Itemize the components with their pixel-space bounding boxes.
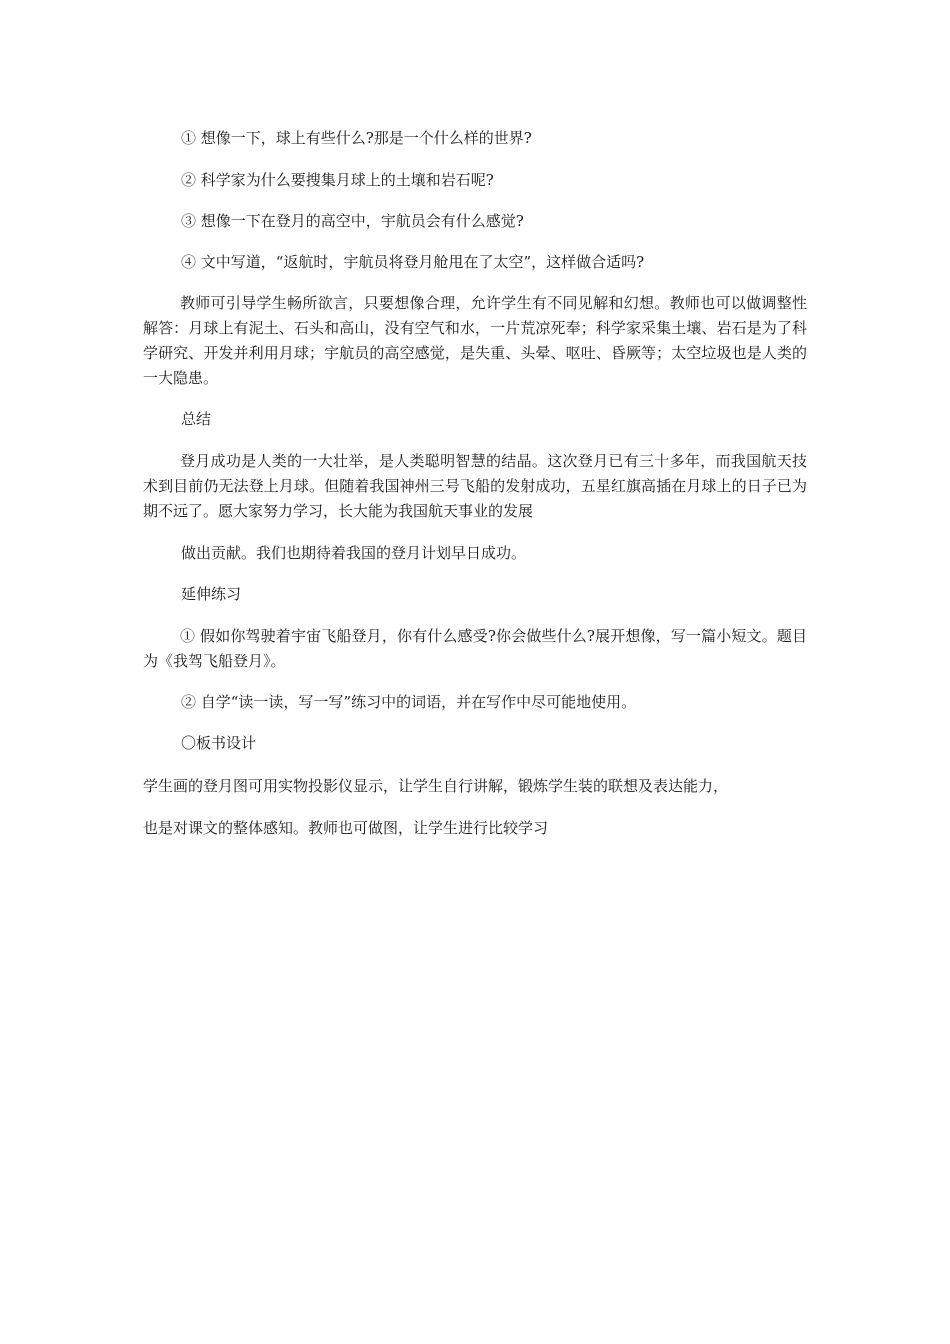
board-design-line-2: 也是对课文的整体感知。教师也可做图，让学生进行比较学习 <box>143 819 549 837</box>
board-design-heading: 〇板书设计 <box>181 734 257 752</box>
summary-paragraph: 登月成功是人类的一大壮举，是人类聪明智慧的结晶。这次登月已有三十多年，而我国航天技术到目前仍无法登上月球。但随着我国神州三号飞船的发射成功，五星红旗高插在月球上的日子已为期不远了。愿大家努力学习，长大能为我国航天事业的发展 <box>143 452 807 520</box>
question-2: ② 科学家为什么要搜集月球上的土壤和岩石呢? <box>181 171 494 189</box>
teacher-guide-paragraph: 教师可引导学生畅所欲言，只要想像合理，允许学生有不同见解和幻想。教师也可以做调整性解答：月球上有泥土、石头和高山，没有空气和水，一片荒凉死奉；科学家采集土壤、岩石是为了科学研究、开发并利用月球；宇航员的高空感觉，是失重、头晕、呕吐、昏厥等；太空垃圾也是人类的一大隐患。 <box>143 294 807 387</box>
question-4: ④ 文中写道，“返航时，宇航员将登月舱甩在了太空”，这样做合适吗? <box>181 253 645 271</box>
board-design-line-1: 学生画的登月图可用实物投影仪显示，让学生自行讲解，锻炼学生装的联想及表达能力， <box>143 777 729 795</box>
summary-heading: 总结 <box>181 410 212 428</box>
question-1: ① 想像一下，球上有些什么?那是一个什么样的世界? <box>181 129 532 147</box>
question-3: ③ 想像一下在登月的高空中，宇航员会有什么感觉? <box>181 212 524 230</box>
extension-item-1: ① 假如你驾驶着宇宙飞船登月，你有什么感受?你会做些什么?展开想像，写一篇小短文。题目为《我驾飞船登月》。 <box>143 627 807 670</box>
summary-continued: 做出贡献。我们也期待着我国的登月计划早日成功。 <box>181 544 527 562</box>
extension-heading: 延伸练习 <box>181 585 242 603</box>
extension-item-2: ② 自学“读一读，写一写”练习中的词语，并在写作中尽可能地使用。 <box>181 693 637 711</box>
